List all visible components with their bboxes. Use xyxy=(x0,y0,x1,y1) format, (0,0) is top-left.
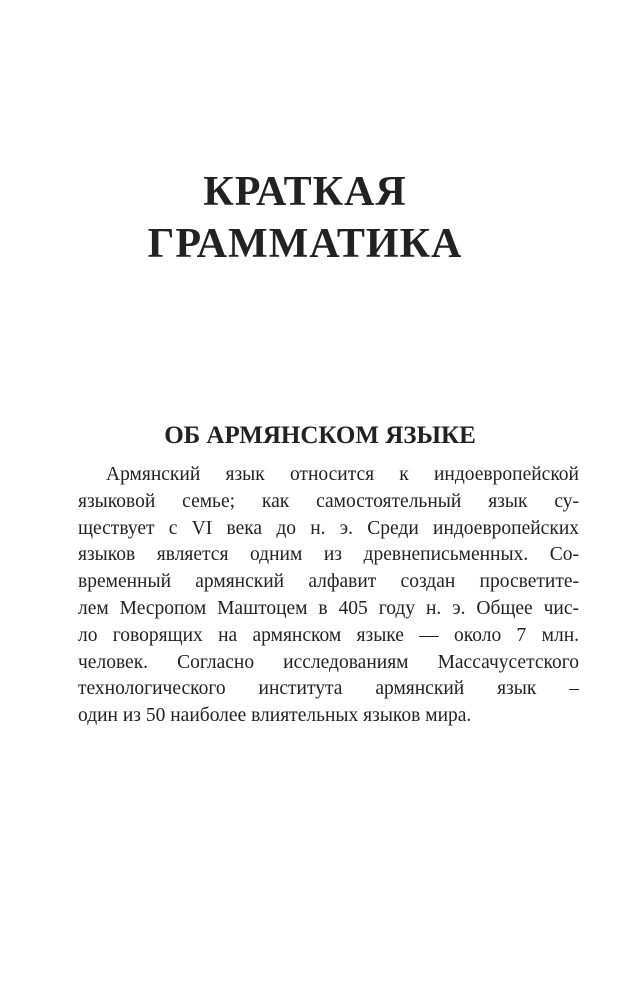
text-line: языков является одним из древнеписьменных. Со- xyxy=(78,544,579,566)
title-line: ГРАММАТИКА xyxy=(147,221,463,267)
text-line: Армянский язык относится к индоевропейской xyxy=(106,464,579,485)
section-heading: ОБ АРМЯНСКОМ ЯЗЫКЕ xyxy=(164,422,476,449)
text-line: лем Месропом Маштоцем в 405 году н. э. Общее чис- xyxy=(78,597,579,619)
text-line: ществует с VI века до н. э. Среди индоевропейских xyxy=(78,517,579,539)
text-line: технологического института армянский язык – xyxy=(78,678,579,700)
page-title xyxy=(0,166,640,270)
text-line: человек. Согласно исследованиям Массачусетского xyxy=(78,651,579,673)
text-line: один из 50 наиболее влиятельных языков мира. xyxy=(78,705,472,727)
body-paragraph xyxy=(78,462,579,730)
title-line: КРАТКАЯ xyxy=(203,169,407,215)
text-line: ло говорящих на армянском языке — около 7 млн. xyxy=(78,624,579,646)
text-line: языковой семье; как самостоятельный язык су- xyxy=(78,490,579,512)
text-line: временный армянский алфавит создан просветите- xyxy=(78,571,579,593)
